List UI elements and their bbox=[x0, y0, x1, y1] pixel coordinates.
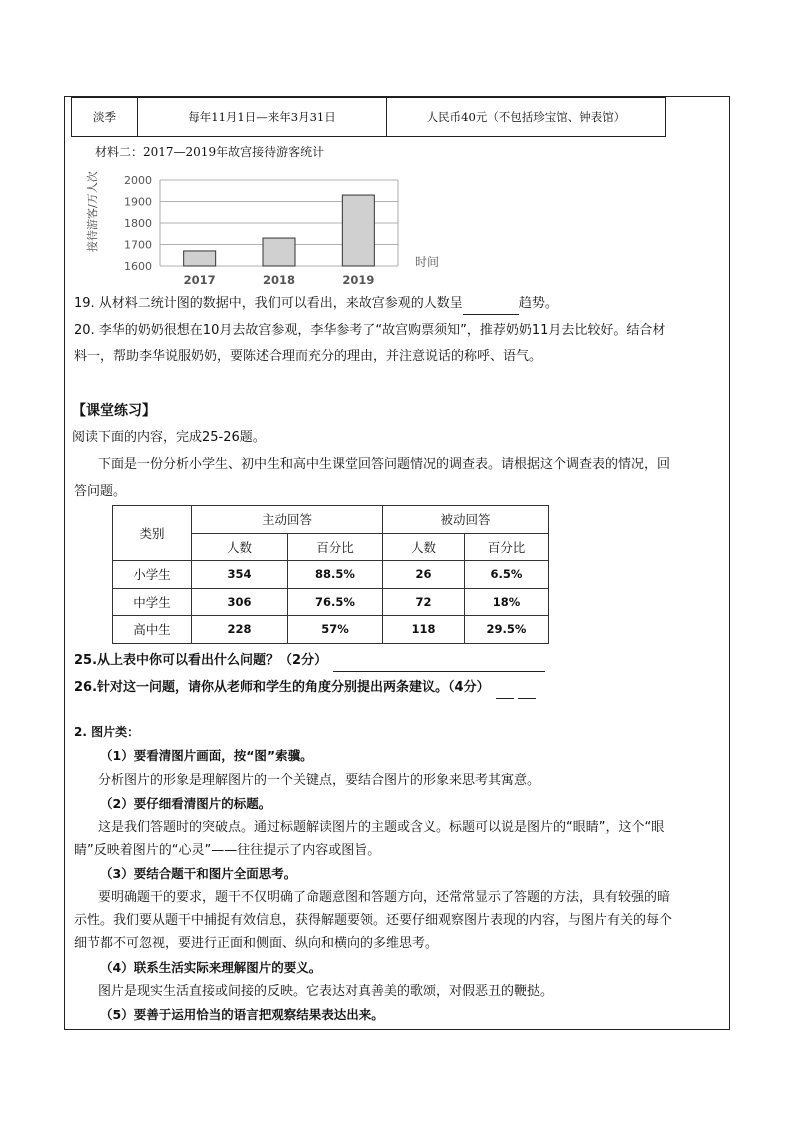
header-active-count: 人数 bbox=[192, 533, 288, 561]
q19-answer-blank[interactable] bbox=[463, 298, 519, 315]
active-count: 306 bbox=[192, 588, 288, 616]
row-name: 小学生 bbox=[113, 561, 192, 589]
tip-4-title: （4）联系生活实际来理解图片的要义。 bbox=[100, 960, 322, 975]
tip-4-text: 图片是现实生活直接或间接的反映。它表达对真善美的歌颂，对假恶丑的鞭挞。 bbox=[98, 984, 554, 999]
price-cell: 人民币40元（不包括珍宝馆、钟表馆） bbox=[387, 98, 666, 137]
tip-3-title: （3）要结合题干和图片全面思考。 bbox=[100, 866, 297, 881]
practice-intro: 阅读下面的内容，完成25-26题。 bbox=[72, 430, 266, 445]
question-26 bbox=[74, 677, 536, 699]
ticket-season-table bbox=[71, 97, 666, 137]
tip-2-text-line2: 睛”反映着图片的“心灵”——往往提示了内容或图旨。 bbox=[74, 843, 381, 858]
question-20-line1: 20. 李华的奶奶很想在10月去故宫参观，李华参考了“故宫购票须知”，推荐奶奶11月去比较好。结合材 bbox=[74, 323, 666, 338]
header-active: 主动回答 bbox=[192, 506, 383, 534]
active-percent: 88.5% bbox=[288, 561, 383, 589]
y-tick-label: 1600 bbox=[124, 260, 152, 273]
q25-answer-blank[interactable] bbox=[333, 655, 545, 672]
x-tick-label: 2017 bbox=[183, 273, 216, 287]
bar-2017 bbox=[184, 251, 216, 266]
question-25 bbox=[74, 650, 545, 672]
header-passive: 被动回答 bbox=[383, 506, 549, 534]
table-row bbox=[113, 616, 549, 644]
q19-text: 19. 从材料二统计图的数据中，我们可以看出，来故宫参观的人数呈 bbox=[74, 296, 463, 311]
row-name: 中学生 bbox=[113, 588, 192, 616]
passive-count: 118 bbox=[383, 616, 465, 644]
chart-x-label: 时间 bbox=[415, 255, 440, 269]
question-20-line2: 料一，帮助李华说服奶奶，要陈述合理而充分的理由，并注意说话的称呼、语气。 bbox=[74, 349, 543, 364]
q26-answer-blank-1[interactable] bbox=[496, 682, 514, 699]
bar-2018 bbox=[263, 238, 295, 266]
active-percent: 76.5% bbox=[288, 588, 383, 616]
q26-answer-blank-2[interactable] bbox=[518, 682, 536, 699]
passive-percent: 29.5% bbox=[465, 616, 549, 644]
question-19 bbox=[74, 293, 558, 315]
section2-heading: 2. 图片类： bbox=[74, 725, 140, 739]
tip-3-text-line3: 细节都不可忽视，要进行正面和侧面、纵向和横向的多维思考。 bbox=[74, 936, 439, 951]
passive-percent: 6.5% bbox=[465, 561, 549, 589]
survey-intro-line2: 答问题。 bbox=[74, 484, 127, 499]
y-tick-label: 1700 bbox=[124, 238, 152, 252]
active-count: 354 bbox=[192, 561, 288, 589]
tip-1-title: （1）要看清图片画面，按“图”索骥。 bbox=[100, 748, 313, 763]
passive-percent: 18% bbox=[465, 588, 549, 616]
q25-text: 25.从上表中你可以看出什么问题？（2分） bbox=[74, 653, 328, 668]
period-cell: 每年11月1日—来年3月31日 bbox=[138, 98, 387, 137]
q19-text-end: 趋势。 bbox=[518, 296, 558, 311]
header-passive-count: 人数 bbox=[383, 533, 465, 561]
table-row bbox=[113, 588, 549, 616]
table-row bbox=[113, 561, 549, 589]
survey-table bbox=[112, 505, 549, 644]
header-active-percent: 百分比 bbox=[288, 533, 383, 561]
season-cell: 淡季 bbox=[72, 98, 138, 137]
material2-title: 材料二：2017—2019年故宫接待游客统计 bbox=[95, 145, 325, 159]
x-tick-label: 2019 bbox=[342, 273, 375, 287]
survey-intro-line1: 下面是一份分析小学生、初中生和高中生课堂回答问题情况的调查表。请根据这个调查表的情况，回 bbox=[98, 457, 671, 472]
passive-count: 26 bbox=[383, 561, 465, 589]
x-tick-label: 2018 bbox=[262, 273, 296, 287]
practice-heading: 【课堂练习】 bbox=[72, 403, 156, 419]
tip-1-text: 分析图片的形象是理解图片的一个关键点，要结合图片的形象来思考其寓意。 bbox=[98, 773, 541, 788]
y-tick-label: 2000 bbox=[124, 174, 152, 187]
tip-3-text-line2: 示性。我们要从题干中捕捉有效信息，获得解题要领。还要仔细观察图片表现的内容，与图片有关的每个 bbox=[74, 913, 673, 928]
tip-2-title: （2）要仔细看清图片的标题。 bbox=[100, 796, 272, 811]
header-passive-percent: 百分比 bbox=[465, 533, 549, 561]
tip-5-title: （5）要善于运用恰当的语言把观察结果表达出来。 bbox=[100, 1007, 384, 1022]
q26-text: 26.针对这一问题，请你从老师和学生的角度分别提出两条建议。（4分） bbox=[74, 680, 490, 695]
tip-3-text-line1: 要明确题干的要求，题干不仅明确了命题意图和答题方向，还常常显示了答题的方法，具有较强的暗 bbox=[98, 890, 671, 905]
bar-2019 bbox=[342, 195, 374, 266]
passive-count: 72 bbox=[383, 588, 465, 616]
y-tick-label: 1900 bbox=[124, 195, 152, 209]
active-count: 228 bbox=[192, 616, 288, 644]
tip-2-text-line1: 这是我们答题时的突破点。通过标题解读图片的主题或含义。标题可以说是图片的“眼睛”，这个“眼 bbox=[98, 820, 665, 835]
active-percent: 57% bbox=[288, 616, 383, 644]
row-name: 高中生 bbox=[113, 616, 192, 644]
table-row bbox=[72, 98, 666, 137]
table-row bbox=[113, 506, 549, 534]
header-category: 类别 bbox=[113, 506, 192, 561]
visitor-bar-chart bbox=[86, 170, 460, 295]
chart-y-label: 接待游客/万人次 bbox=[86, 171, 99, 252]
y-tick-label: 1800 bbox=[124, 217, 152, 230]
